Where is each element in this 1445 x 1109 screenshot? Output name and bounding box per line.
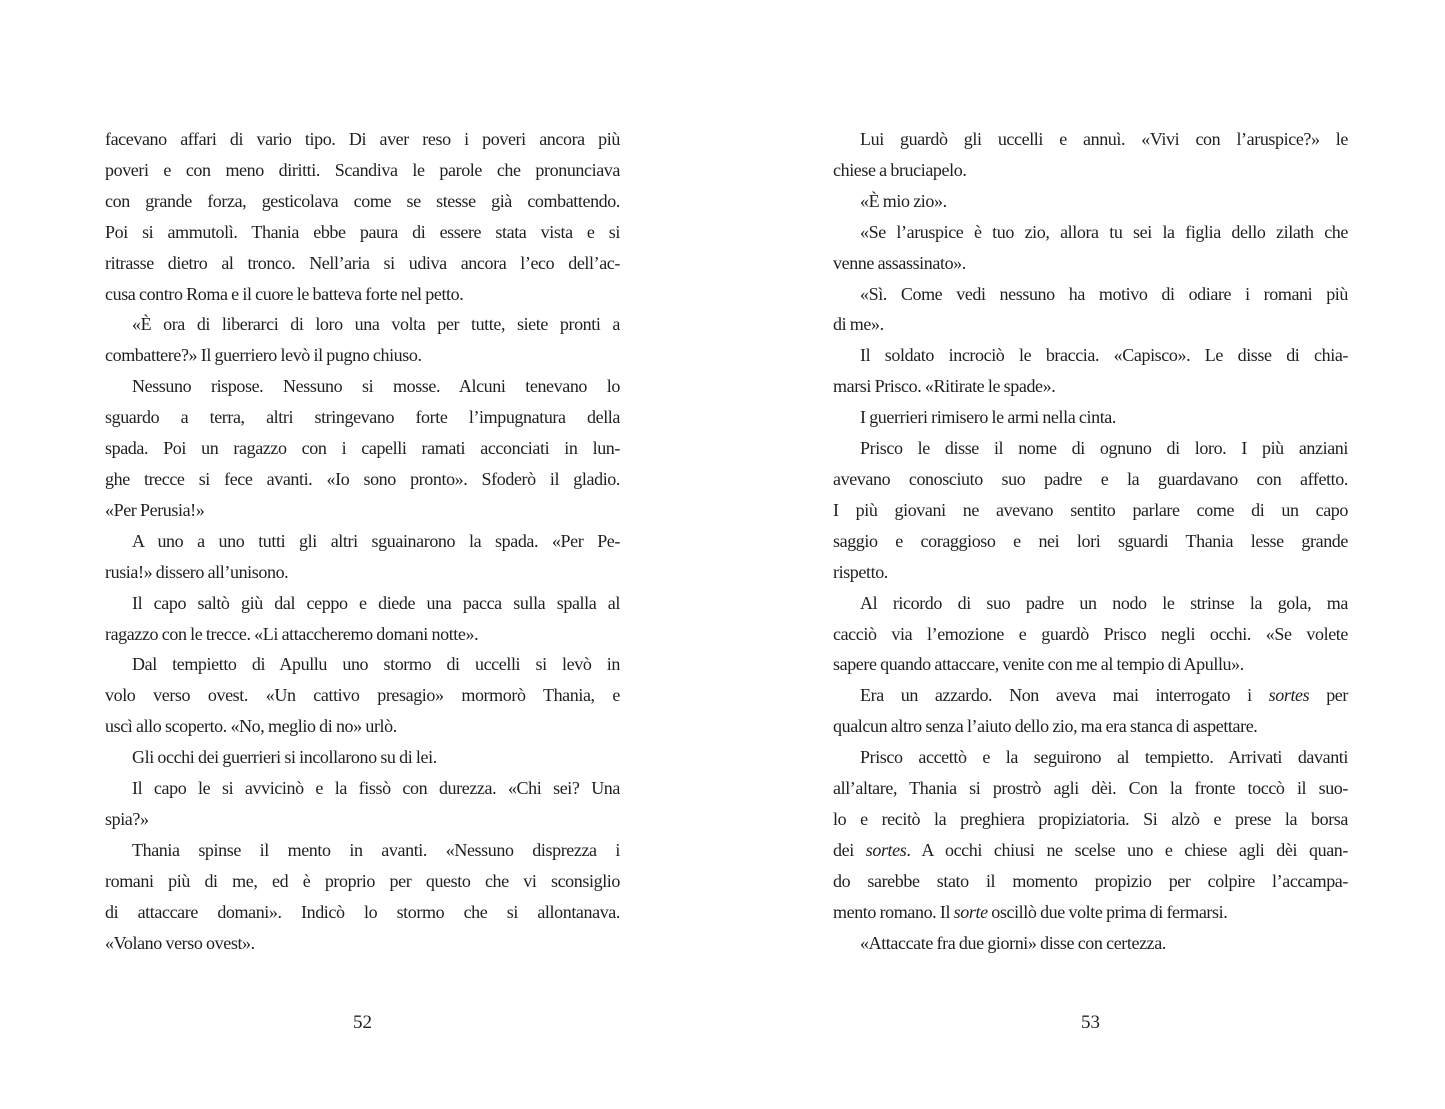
text-line: mento romano. Il sorte oscillò due volte prima di fermarsi. [833,901,1228,922]
text-line: Prisco le disse il nome di ognuno di loro. I più anziani [860,438,1348,459]
page-53 [833,0,1348,1109]
text-line: Era un azzardo. Non aveva mai interrogato i sortes per [860,685,1348,706]
text-line: «Sì. Come vedi nessuno ha motivo di odiare i romani più [860,283,1348,304]
text-line: A uno a uno tutti gli altri sguainarono la spada. «Per Pe- [132,530,620,551]
text-line: Al ricordo di suo padre un nodo le strinse la gola, ma [860,592,1348,613]
text-line: romani più di me, ed è proprio per questo che vi sconsiglio [105,870,620,891]
text-line: sapere quando attaccare, venite con me al tempio di Apullu». [833,654,1244,675]
text-line: Il capo le si avvicinò e la fissò con durezza. «Chi sei? Una [132,778,620,799]
text-line: marsi Prisco. «Ritirate le spade». [833,376,1056,397]
text-line: Poi si ammutolì. Thania ebbe paura di essere stata vista e si [105,221,620,242]
text-line: spia?» [105,808,149,829]
text-line: Il capo saltò giù dal ceppo e diede una pacca sulla spalla al [132,592,620,613]
text-line: volo verso ovest. «Un cattivo presagio» mormorò Thania, e [105,685,620,706]
page-number-right: 53 [1081,1012,1100,1033]
text-line: di attaccare domani». Indicò lo stormo che si allontanava. [105,901,620,922]
text-line: combattere?» Il guerriero levò il pugno chiuso. [105,345,422,366]
text-line: Nessuno rispose. Nessuno si mosse. Alcuni tenevano lo [132,376,620,397]
text-line: cacciò via l’emozione e guardò Prisco negli occhi. «Se volete [833,623,1348,644]
text-line: all’altare, Thania si prostrò agli dèi. Con la fronte toccò il suo- [833,778,1348,799]
text-line: Il soldato incrociò le braccia. «Capisco». Le disse di chia- [860,345,1348,366]
text-line: ragazzo con le trecce. «Li attaccheremo domani notte». [105,623,479,644]
text-line: rispetto. [833,561,888,582]
text-line: «Se l’aruspice è tuo zio, allora tu sei la figlia dello zilath che [860,221,1348,242]
text-line: avevano conosciuto suo padre e la guardavano con affetto. [833,468,1348,489]
text-line: I guerrieri rimisero le armi nella cinta. [860,407,1116,428]
text-line: di me». [833,314,884,335]
text-line: uscì allo scoperto. «No, meglio di no» urlò. [105,716,397,737]
text-line: Lui guardò gli uccelli e annuì. «Vivi con l’aruspice?» le [860,129,1348,149]
text-line: facevano affari di vario tipo. Di aver reso i poveri ancora più [105,129,620,149]
text-line: «Per Perusia!» [105,499,205,520]
text-line: saggio e coraggioso e nei lori sguardi Thania lesse grande [833,530,1348,551]
text-line: sguardo a terra, altri stringevano forte l’impugnatura della [105,407,620,428]
text-line: do sarebbe stato il momento propizio per colpire l’accampa- [833,870,1348,891]
text-line: con grande forza, gesticolava come se stesse già combattendo. [105,190,620,211]
text-column-left [105,124,620,958]
text-line: Gli occhi dei guerrieri si incollarono su di lei. [132,747,437,768]
text-line: cusa contro Roma e il cuore le batteva forte nel petto. [105,283,464,304]
text-line: ritrasse dietro al tronco. Nell’aria si udiva ancora l’eco dell’ac- [105,252,620,273]
text-line: lo e recitò la preghiera propiziatoria. Si alzò e prese la borsa [833,808,1348,829]
text-line: venne assassinato». [833,252,966,273]
text-line: «È mio zio». [860,190,947,211]
text-column-right [833,124,1348,958]
text-line: Prisco accettò e la seguirono al tempietto. Arrivati davanti [860,747,1348,768]
text-line: poveri e con meno diritti. Scandiva le parole che pronunciava [105,159,620,180]
text-line: dei sortes. A occhi chiusi ne scelse uno e chiese agli dèi quan- [833,839,1348,860]
text-line: «Volano verso ovest». [105,932,255,953]
text-line: «Attaccate fra due giorni» disse con certezza. [860,932,1166,953]
text-line: Thania spinse il mento in avanti. «Nessuno disprezza i [132,839,620,860]
text-line: qualcun altro senza l’aiuto dello zio, ma era stanca di aspettare. [833,716,1258,737]
text-line: chiese a bruciapelo. [833,159,967,180]
text-line: rusia!» dissero all’unisono. [105,561,289,582]
text-line: Dal tempietto di Apullu uno stormo di uccelli si levò in [132,654,620,675]
page-number-left: 52 [353,1012,372,1033]
page-52 [105,0,620,1109]
text-line: «È ora di liberarci di loro una volta per tutte, siete pronti a [132,314,620,335]
text-line: spada. Poi un ragazzo con i capelli ramati acconciati in lun- [105,438,620,459]
text-line: I più giovani ne avevano sentito parlare come di un capo [833,499,1348,520]
text-line: ghe trecce si fece avanti. «Io sono pronto». Sfoderò il gladio. [105,468,620,489]
